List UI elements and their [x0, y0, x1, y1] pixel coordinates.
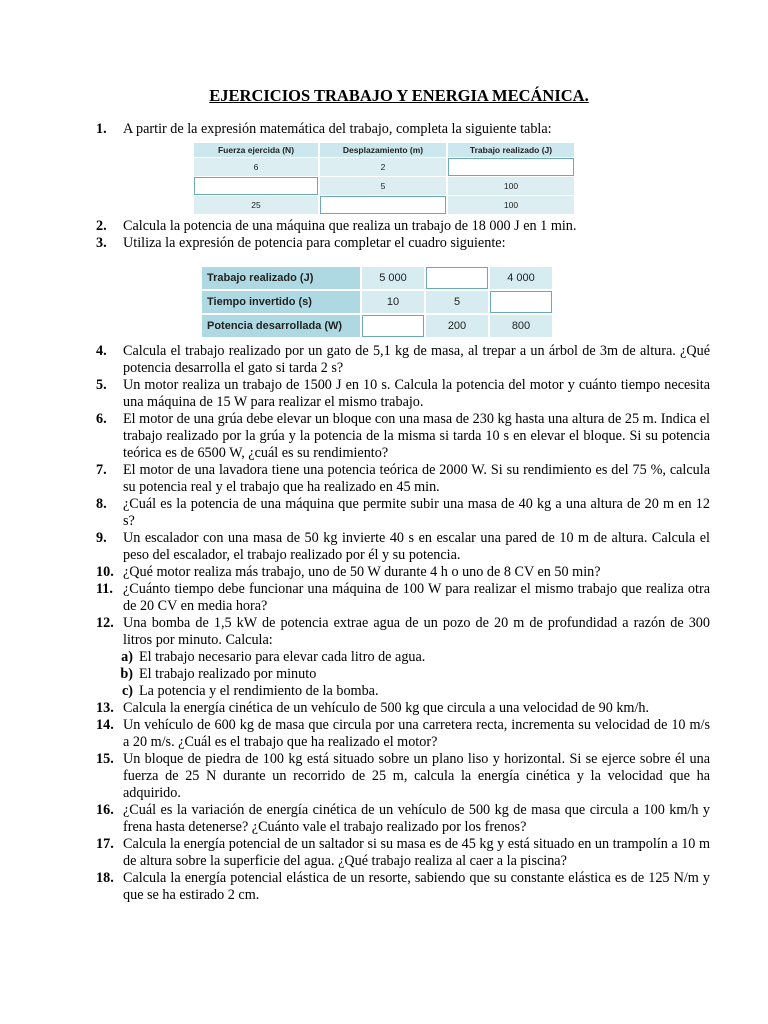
exercise-number: 14.	[96, 717, 114, 733]
exercise-text: Un bloque de piedra de 100 kg está situado sobre un plano liso y horizontal. Si se ejerce sobre él una fuerza de 25 N durante un recorrido de 25 m, calcula la energía cinética y la velocidad que ha adquirido.	[123, 751, 710, 801]
table-cell: 10	[362, 291, 424, 313]
table-row	[194, 196, 574, 214]
exercise-number: 1.	[96, 121, 107, 137]
sub-item	[96, 683, 710, 700]
table-header-row	[194, 143, 574, 157]
exercise-text: El motor de una lavadora tiene una potencia teórica de 2000 W. Si su rendimiento es del 75 %, calcula su potencia real y el trabajo que ha realizado en 45 min.	[123, 462, 710, 495]
table-row	[202, 267, 552, 289]
exercise-text: Utiliza la expresión de potencia para completar el cuadro siguiente:	[123, 235, 506, 251]
work-table	[192, 142, 576, 215]
exercise-2	[96, 218, 710, 235]
exercise-11	[96, 581, 710, 615]
exercise-6	[96, 411, 710, 462]
sub-item	[96, 649, 710, 666]
exercise-13	[96, 700, 710, 717]
table-row	[194, 177, 574, 195]
exercise-text: Calcula la potencia de una máquina que realiza un trabajo de 18 000 J en 1 min.	[123, 218, 577, 234]
table-cell: 100	[448, 196, 574, 214]
page-title: EJERCICIOS TRABAJO Y ENERGIA MECÁNICA.	[209, 86, 589, 105]
table-header: Desplazamiento (m)	[320, 143, 446, 157]
blank-cell	[426, 267, 488, 289]
exercise-text: Calcula la energía cinética de un vehículo de 500 kg que circula a una velocidad de 90 km/h.	[123, 700, 650, 716]
table-row	[202, 315, 552, 337]
exercise-text: ¿Cuál es la variación de energía cinética de un vehículo de 500 kg de masa que circula a 100 km/h y frena hasta detenerse? ¿Cuánto vale el trabajo realizado por los frenos?	[123, 802, 710, 835]
exercise-1	[96, 121, 710, 138]
exercise-14	[96, 717, 710, 751]
exercise-text: Calcula la energía potencial elástica de un resorte, sabiendo que su constante elástica es de 125 N/m y que se ha estirado 2 cm.	[123, 870, 710, 903]
table-header: Fuerza ejercida (N)	[194, 143, 318, 157]
blank-cell	[320, 196, 446, 214]
table-cell: 4 000	[490, 267, 552, 289]
blank-cell	[194, 177, 318, 195]
exercise-text: Un escalador con una masa de 50 kg invierte 40 s en escalar una pared de 10 m de altura. Calcula el peso del escalador, el trabajo realizado por él y su potencia.	[123, 530, 710, 563]
exercise-16	[96, 802, 710, 836]
sub-item-text: El trabajo necesario para elevar cada litro de agua.	[139, 649, 426, 665]
exercise-text: Calcula la energía potencial de un saltador si su masa es de 45 kg y está situado en un trampolín a 10 m de altura sobre la superficie del agua. ¿Qué trabajo realiza al caer a la piscina?	[123, 836, 710, 869]
blank-cell	[448, 158, 574, 176]
exercise-text: A partir de la expresión matemática del trabajo, completa la siguiente tabla:	[123, 121, 552, 137]
table-cell: 5	[426, 291, 488, 313]
table-cell: 6	[194, 158, 318, 176]
sub-item-letter: c)	[121, 683, 133, 699]
exercise-text: El motor de una grúa debe elevar un bloque con una masa de 230 kg hasta una altura de 25 m. Indica el trabajo realizado por la grúa y la potencia de la misma si tarda 10 s en elevar el bloque. Si su potencia teórica es de 6500 W, ¿cuál es su rendimiento?	[123, 411, 710, 461]
exercise-number: 4.	[96, 343, 107, 359]
row-label: Potencia desarrollada (W)	[202, 315, 360, 337]
exercise-number: 13.	[96, 700, 114, 716]
table-cell: 25	[194, 196, 318, 214]
table-cell: 5 000	[362, 267, 424, 289]
table-row	[194, 158, 574, 176]
exercise-group	[96, 343, 710, 649]
sub-item-text: La potencia y el rendimiento de la bomba.	[139, 683, 379, 699]
row-label: Tiempo invertido (s)	[202, 291, 360, 313]
exercise-number: 15.	[96, 751, 114, 767]
exercise-4	[96, 343, 710, 377]
exercise-text: ¿Cuál es la potencia de una máquina que permite subir una masa de 40 kg a una altura de 20 m en 12 s?	[123, 496, 710, 529]
exercise-18	[96, 870, 710, 904]
exercise-number: 17.	[96, 836, 114, 852]
exercise-text: ¿Cuánto tiempo debe funcionar una máquina de 100 W para realizar el mismo trabajo que realiza otra de 20 CV en media hora?	[123, 581, 710, 614]
exercise-12	[96, 615, 710, 649]
exercise-7	[96, 462, 710, 496]
sub-item-letter: b)	[120, 666, 133, 682]
exercise-number: 3.	[96, 235, 107, 251]
table-header: Trabajo realizado (J)	[448, 143, 574, 157]
exercise-list	[96, 121, 710, 904]
exercise-number: 8.	[96, 496, 107, 512]
exercise-number: 7.	[96, 462, 107, 478]
exercise-number: 16.	[96, 802, 114, 818]
table-cell: 200	[426, 315, 488, 337]
exercise-number: 10.	[96, 564, 114, 580]
table-cell: 5	[320, 177, 446, 195]
sub-item-text: El trabajo realizado por minuto	[139, 666, 317, 682]
sub-item	[96, 666, 710, 683]
exercise-12-subitems	[96, 649, 710, 700]
exercise-number: 9.	[96, 530, 107, 546]
exercise-number: 2.	[96, 218, 107, 234]
exercise-9	[96, 530, 710, 564]
exercise-number: 6.	[96, 411, 107, 427]
table-cell: 800	[490, 315, 552, 337]
row-label: Trabajo realizado (J)	[202, 267, 360, 289]
exercise-number: 5.	[96, 377, 107, 393]
table-cell: 2	[320, 158, 446, 176]
exercise-10	[96, 564, 710, 581]
power-table	[200, 265, 554, 339]
blank-cell	[490, 291, 552, 313]
exercise-15	[96, 751, 710, 802]
exercise-text: Calcula el trabajo realizado por un gato de 5,1 kg de masa, al trepar a un árbol de 3m de altura. ¿Qué potencia desarrolla el gato si tarda 2 s?	[123, 343, 710, 376]
table-cell: 100	[448, 177, 574, 195]
exercise-text: Una bomba de 1,5 kW de potencia extrae agua de un pozo de 20 m de profundidad a razón de 300 litros por minuto. Calcula:	[123, 615, 710, 648]
exercise-8	[96, 496, 710, 530]
exercise-17	[96, 836, 710, 870]
exercise-text: ¿Qué motor realiza más trabajo, uno de 50 W durante 4 h o uno de 8 CV en 50 min?	[123, 564, 601, 580]
exercise-3	[96, 235, 710, 252]
blank-cell	[362, 315, 424, 337]
exercise-group	[96, 700, 710, 904]
exercise-5	[96, 377, 710, 411]
exercise-text: Un motor realiza un trabajo de 1500 J en 10 s. Calcula la potencia del motor y cuánto tiempo necesita una máquina de 15 W para realizar el mismo trabajo.	[123, 377, 710, 410]
exercise-number: 11.	[96, 581, 113, 597]
exercise-text: Un vehículo de 600 kg de masa que circula por una carretera recta, incrementa su velocidad de 10 m/s a 20 m/s. ¿Cuál es el trabajo que ha realizado el motor?	[123, 717, 710, 750]
exercise-number: 12.	[96, 615, 114, 631]
table-row	[202, 291, 552, 313]
sub-item-letter: a)	[121, 649, 133, 665]
exercise-number: 18.	[96, 870, 114, 886]
